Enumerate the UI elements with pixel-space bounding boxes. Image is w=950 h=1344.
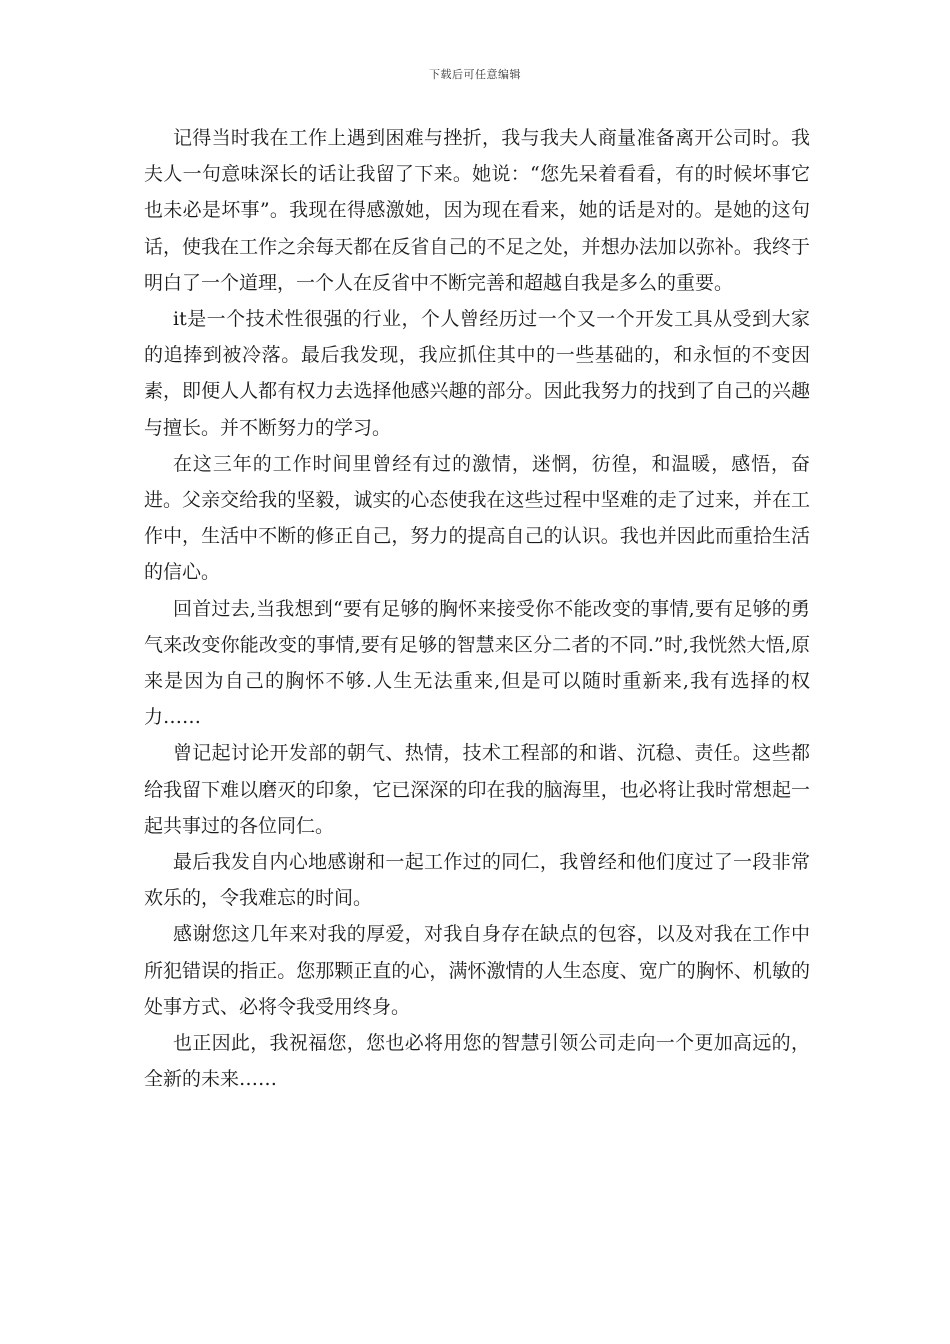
paragraph: it是一个技术性很强的行业，个人曾经历过一个又一个开发工具从受到大家的追捧到被冷落。最后我发现，我应抓住其中的一些基础的，和永恒的不变因素，即便人人都有权力去选择他感兴趣的部分。因此我努力的找到了自己的兴趣与擅长。并不断努力的学习。	[144, 308, 810, 439]
paragraph: 感谢您这几年来对我的厚爱，对我自身存在缺点的包容，以及对我在工作中所犯错误的指正。您那颗正直的心，满怀激情的人生态度、宽广的胸怀、机敏的处事方式、必将令我受用终身。	[144, 923, 810, 1018]
paragraph: 也正因此，我祝福您，您也必将用您的智慧引领公司走向一个更加高远的，全新的未来……	[144, 1032, 810, 1091]
body-text	[144, 120, 810, 1097]
paragraph: 在这三年的工作时间里曾经有过的激情，迷惘，彷徨，和温暖，感悟，奋进。父亲交给我的坚毅，诚实的心态使我在这些过程中坚难的走了过来，并在工作中，生活中不断的修正自己，努力的提高自己的认识。我也并因此而重拾生活的信心。	[144, 452, 810, 584]
paragraph: 记得当时我在工作上遇到困难与挫折，我与我夫人商量准备离开公司时。我夫人一句意味深长的话让我留了下来。她说：“您先呆着看看，有的时候坏事它也未必是坏事”。我现在得感激她，因为现在看来，她的话是对的。是她的这句话，使我在工作之余每天都在反省自己的不足之处，并想办法加以弥补。我终于明白了一个道理，一个人在反省中不断完善和超越自我是多么的重要。	[144, 127, 810, 294]
paragraph: 曾记起讨论开发部的朝气、热情，技术工程部的和谐、沉稳、责任。这些都给我留下难以磨灭的印象，它已深深的印在我的脑海里，也必将让我时常想起一起共事过的各位同仁。	[144, 742, 810, 837]
paragraph: 回首过去,当我想到“要有足够的胸怀来接受你不能改变的事情,要有足够的勇气来改变你能改变的事情,要有足够的智慧来区分二者的不同.”时,我恍然大悟,原来是因为自己的胸怀不够.人生无法重来,但是可以随时重新来,我有选择的权力……	[144, 597, 810, 729]
header-note: 下载后可任意编辑	[429, 68, 521, 81]
paragraph: 最后我发自内心地感谢和一起工作过的同仁，我曾经和他们度过了一段非常欢乐的，令我难忘的时间。	[144, 851, 810, 910]
